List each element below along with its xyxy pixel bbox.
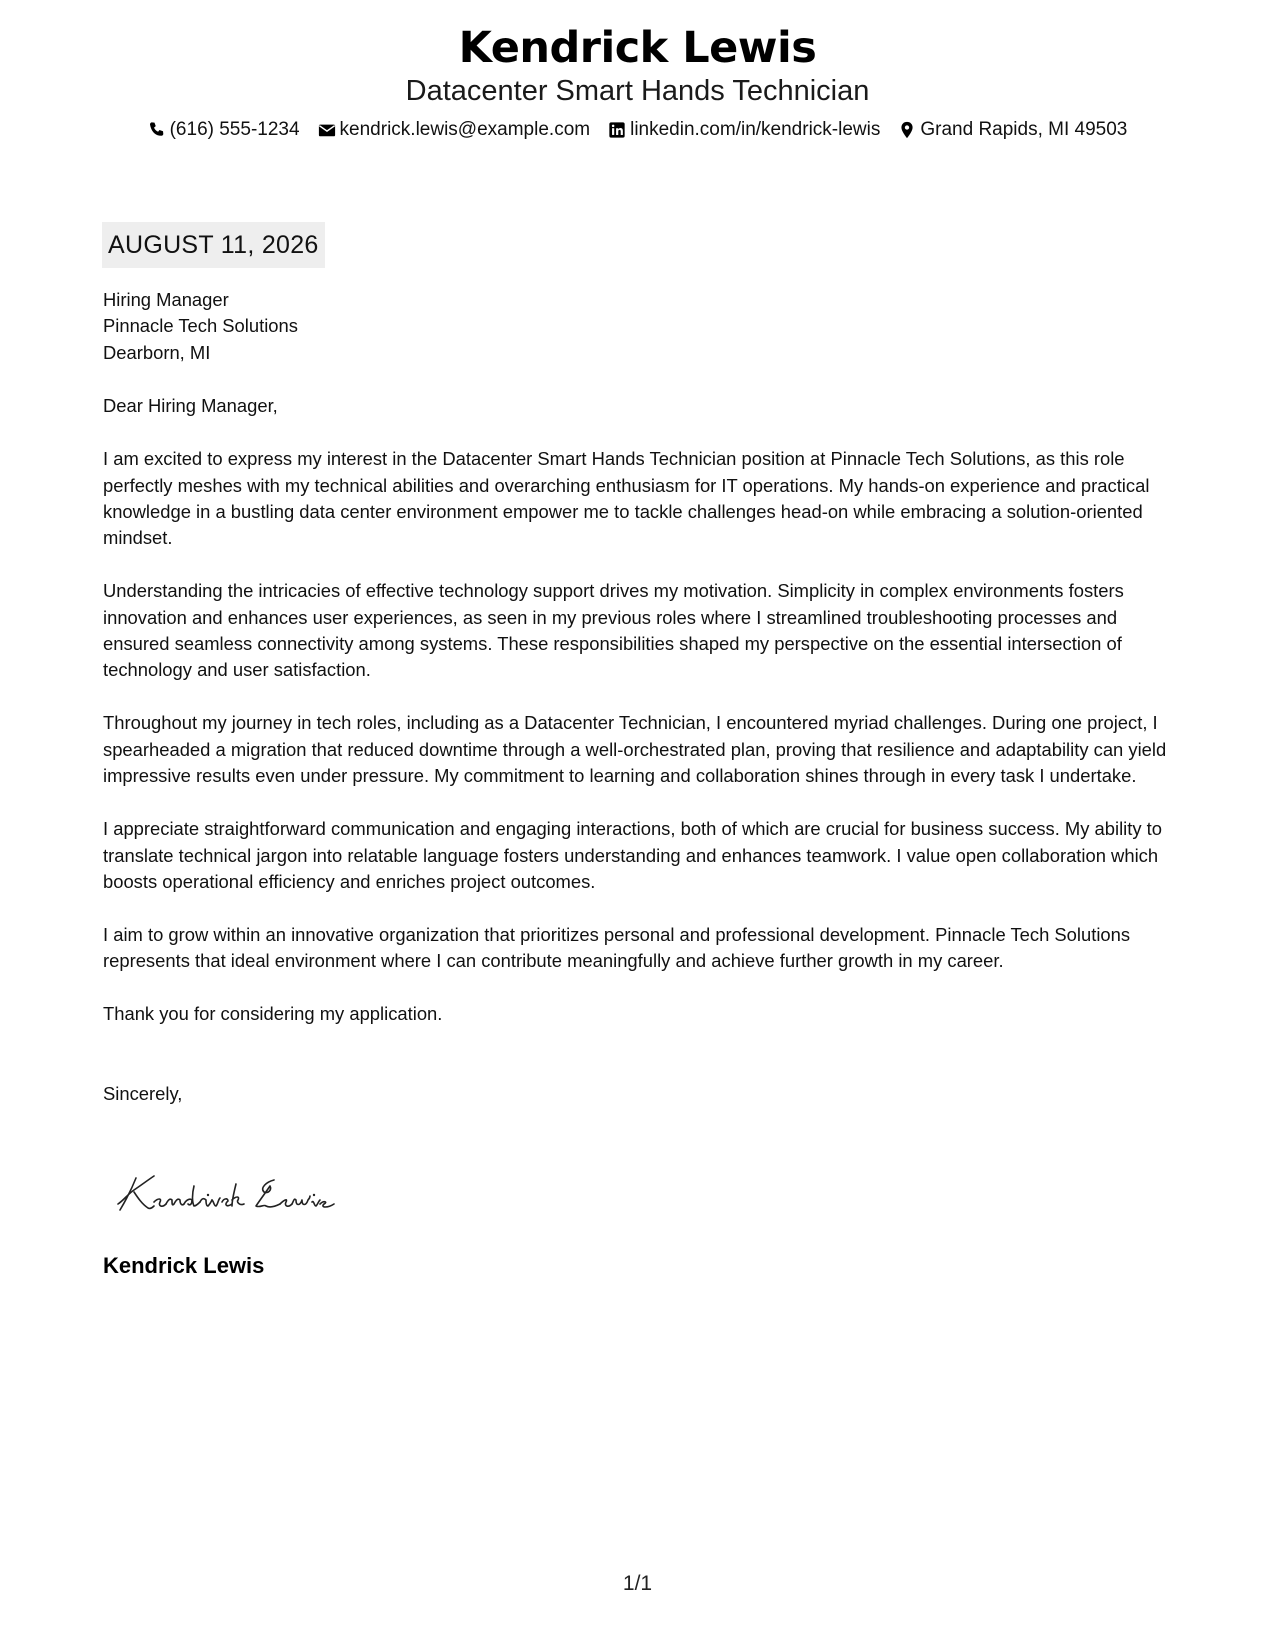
closing: Sincerely, — [103, 1082, 183, 1104]
paragraph-thanks: Thank you for considering my application. — [103, 1003, 443, 1025]
location-text: Grand Rapids, MI 49503 — [920, 119, 1128, 140]
linkedin-text[interactable]: linkedin.com/in/kendrick-lewis — [630, 119, 881, 140]
contact-phone — [148, 118, 300, 142]
handwritten-signature — [114, 1168, 354, 1218]
recipient-company: Pinnacle Tech Solutions — [103, 315, 298, 337]
paragraph: Understanding the intricacies of effective technology support drives my motivation. Simplicity in complex environments fosters innovation and enhances user experiences, as seen in my previous roles where I streamlined troubleshooting processes and ensured seamless connectivity among systems. These responsibilities shaped my perspective on the essential intersection of technology and user satisfaction. — [103, 580, 1124, 681]
contact-linkedin[interactable] — [608, 118, 880, 142]
recipient-block — [103, 287, 1173, 366]
envelope-icon — [318, 121, 336, 139]
map-pin-icon — [898, 121, 916, 139]
letter-header — [0, 22, 1275, 142]
paragraph: I appreciate straightforward communication and engaging interactions, both of which are crucial for business success. My ability to translate technical jargon into relatable language fosters understanding and enhances teamwork. I value open collaboration which boosts operational efficiency and enriches project outcomes. — [103, 818, 1163, 892]
letter-body — [103, 287, 1173, 1107]
letter-date: AUGUST 11, 2026 — [102, 222, 325, 268]
contact-location — [898, 118, 1127, 142]
recipient-title: Hiring Manager — [103, 289, 229, 310]
paragraph: Throughout my journey in tech roles, including as a Datacenter Technician, I encountered myriad challenges. During one project, I spearheaded a migration that reduced downtime through a well-orchestrated plan, proving that resilience and adaptability can yield impressive results even under pressure. My commitment to learning and collaboration shines through in every task I undertake. — [103, 712, 1167, 787]
phone-text: (616) 555-1234 — [169, 119, 300, 140]
salutation: Dear Hiring Manager, — [103, 395, 278, 417]
paragraph: I aim to grow within an innovative organization that prioritizes personal and professional development. Pinnacle Tech Solutions represents that ideal environment where I can contribute meaningfully and achieve further growth in my career. — [103, 923, 1131, 972]
phone-icon — [148, 121, 166, 139]
contact-email[interactable] — [318, 118, 591, 142]
signer-name: Kendrick Lewis — [103, 1253, 265, 1278]
email-text[interactable]: kendrick.lewis@example.com — [339, 119, 591, 140]
contact-info — [0, 118, 1275, 142]
linkedin-icon — [608, 121, 626, 139]
job-title: Datacenter Smart Hands Technician — [405, 75, 870, 107]
recipient-location: Dearborn, MI — [103, 341, 211, 363]
applicant-name: Kendrick Lewis — [458, 23, 817, 73]
page-number: 1/1 — [622, 1572, 653, 1595]
paragraph: I am excited to express my interest in the Datacenter Smart Hands Technician position at Pinnacle Tech Solutions, as this role perfectly meshes with my technical abilities and overarching enthusiasm for IT operations. My hands-on experience and practical knowledge in a bustling data center environment empower me to tackle challenges head-on while embracing a solution-oriented mindset. — [103, 448, 1150, 549]
